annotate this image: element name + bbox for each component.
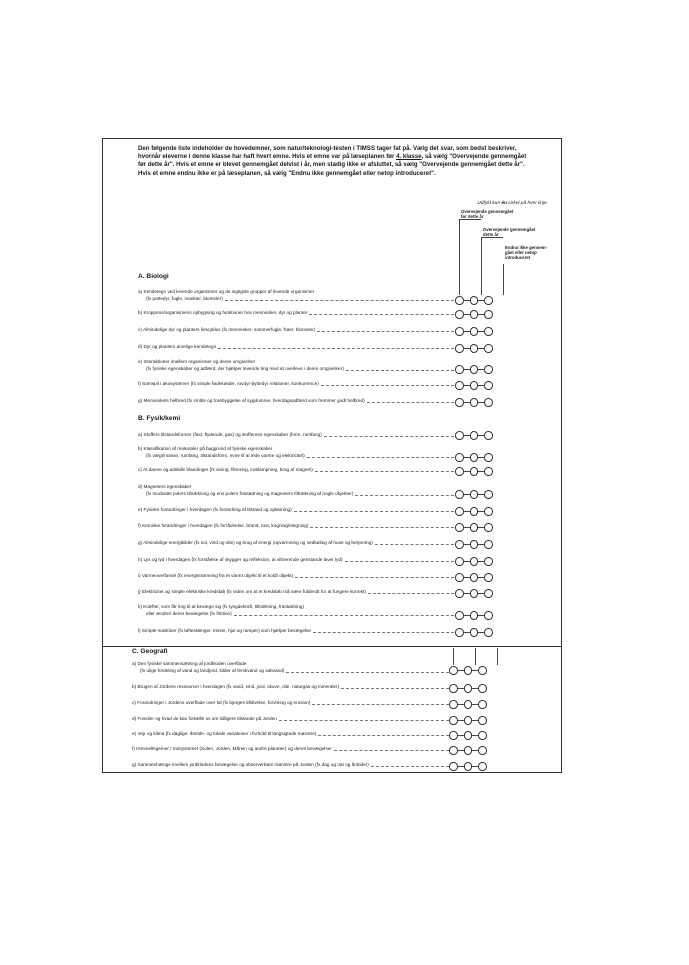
list-item: d) Dyr og planters arvelige kendetegn (138, 344, 460, 351)
list-item: h) Lys og lyd i hverdagen (fx forståelse af skygger og refleksion, at vibrerende genstande laver lyd) (138, 557, 460, 564)
dotted-leader (309, 314, 459, 315)
list-item: g) Sammenhænge imellem jordklodens bevægelse og observerbare mønstre på Jorden (fx dag og nat og årstider) (132, 762, 450, 769)
list-item: e) Fysiske forandringer i hverdagen (fx forandring af tilstand og opløsning) (138, 507, 460, 514)
list-item: a) Kendetegn ved levende organismer og de vigtigste grupper af levende organismer (fx pattedyr, fugle, insekter, blomster) (138, 289, 460, 302)
answer-circles (455, 467, 493, 476)
radio-before[interactable] (455, 523, 464, 532)
list-item: d) Magneters egenskaber (fx modsatte polers tiltrækning og ens polers frastødning og magneters tiltrækning af nogle objekter) (138, 484, 460, 497)
answer-circles (449, 684, 487, 693)
radio-this-year[interactable] (470, 381, 479, 390)
dotted-leader (218, 348, 459, 349)
radio-this-year[interactable] (470, 628, 479, 637)
radio-this-year[interactable] (470, 310, 479, 319)
dotted-leader (318, 735, 449, 736)
intro-text-2: , så vælg "Overvejende gennemgået før dette år". Hvis et emne er blevet gennemgået delvist i år, men stadig ikke er afsluttet, så vælg "Overvejende gennemgået dette år". Hvis et emne endnu ikke er på læseplanen, så vælg "Endnu ikke gennemgået eller netop introduceret". (138, 153, 527, 177)
radio-this-year[interactable] (470, 589, 479, 598)
radio-before[interactable] (455, 344, 464, 353)
dotted-leader (371, 766, 449, 767)
radio-not-yet[interactable] (478, 684, 487, 693)
radio-not-yet[interactable] (484, 344, 493, 353)
radio-before[interactable] (455, 431, 464, 440)
column-header-this-year: Overvejende gennemgået dette år (483, 227, 536, 237)
radio-before[interactable] (455, 327, 464, 336)
radio-not-yet[interactable] (484, 628, 493, 637)
radio-this-year[interactable] (470, 490, 479, 499)
radio-this-year[interactable] (470, 453, 479, 462)
dotted-leader (321, 385, 459, 386)
radio-before[interactable] (455, 557, 464, 566)
radio-before[interactable] (455, 310, 464, 319)
dotted-leader (334, 750, 449, 751)
radio-before[interactable] (455, 398, 464, 407)
dotted-leader (312, 704, 449, 705)
radio-before[interactable] (449, 700, 458, 709)
answer-circles (449, 700, 487, 709)
dotted-leader (313, 632, 459, 633)
answer-circles (449, 666, 487, 675)
radio-this-year[interactable] (470, 573, 479, 582)
section-title-biologi: A. Biologi (138, 273, 169, 280)
radio-not-yet[interactable] (484, 540, 493, 549)
dotted-leader (225, 300, 459, 301)
answer-circles (455, 523, 493, 532)
answer-circles (455, 365, 493, 374)
radio-not-yet[interactable] (484, 296, 493, 305)
radio-not-yet[interactable] (478, 731, 487, 740)
radio-before[interactable] (455, 589, 464, 598)
instruction-text: Udfyld kun én cirkel på hver linje. (477, 201, 548, 206)
radio-before[interactable] (455, 296, 464, 305)
list-item: d) Fossiler og hvad de kan fortælle os om tidligere tilstande på Jorden (132, 716, 450, 723)
answer-circles (455, 381, 493, 390)
list-item: k) Kræfter, som får ting til at bevæge sig (fx tyngdekraft, tiltrækning, frastødning) eller ændrer deres bevægelse (fx friktion) (138, 604, 460, 617)
answer-circles (449, 716, 487, 725)
radio-this-year[interactable] (470, 557, 479, 566)
radio-before[interactable] (455, 573, 464, 582)
guide-line (475, 648, 476, 665)
guide-line (497, 648, 498, 665)
list-item: l) Simple maskiner (fx løftestænger, trisser, hjul og ramper) som hjælper bevægelse (138, 628, 460, 635)
list-item: a) Den fysiske sammensætning af jordkloden overflade (fx ulige fordeling af vand og landjord, kilder af ferskvand og saltvand) (132, 661, 450, 674)
radio-before[interactable] (455, 507, 464, 516)
list-item: j) Elektricitet og simple elektriske kredsløb (fx viden om at et kredsløb må være fuldendt for at fungere korrekt) (138, 589, 460, 596)
radio-not-yet[interactable] (478, 666, 487, 675)
radio-before[interactable] (455, 381, 464, 390)
radio-before[interactable] (449, 731, 458, 740)
list-item: c) Almindelige dyr og planters livscyklus (fx mennesker, sommerfugle, frøer, blomster) (138, 327, 460, 334)
radio-not-yet[interactable] (484, 589, 493, 598)
radio-before[interactable] (449, 684, 458, 693)
radio-this-year[interactable] (470, 507, 479, 516)
radio-not-yet[interactable] (478, 716, 487, 725)
column-header-before: Overvejende gennemgået før dette år (461, 209, 514, 219)
answer-circles (449, 746, 487, 755)
dotted-leader (315, 471, 459, 472)
list-item: a) Stoffers tilstandsformer (fast, flydende, gas) og stoffernes egenskaber (form, rumfang) (138, 432, 460, 439)
radio-not-yet[interactable] (484, 398, 493, 407)
radio-this-year[interactable] (470, 611, 479, 620)
list-item: g) Menneskets helbred (fx smitte og forebyggelse af sygdomme, hverdagsadfærd som fremmer godt helbred) (138, 398, 460, 405)
dotted-leader (345, 561, 459, 562)
dotted-leader (310, 527, 459, 528)
answer-circles (455, 431, 493, 440)
radio-this-year[interactable] (464, 684, 473, 693)
radio-not-yet[interactable] (484, 523, 493, 532)
radio-this-year[interactable] (464, 746, 473, 755)
radio-this-year[interactable] (470, 467, 479, 476)
list-item: g) Almindelige energikilder (fx sol, vind og olie) og brug af energi (opvarmning og nedkøling af huse og belysning) (138, 540, 460, 547)
radio-this-year[interactable] (464, 762, 473, 771)
section-title-fysik: B. Fysik/kemi (138, 415, 181, 422)
radio-not-yet[interactable] (484, 327, 493, 336)
radio-this-year[interactable] (470, 540, 479, 549)
list-item: b) Brugen af Jordens ressourcer i hverdagen (fx vand, vind, jord, skove, olie, naturgas og mineraler) (132, 684, 450, 691)
radio-before[interactable] (449, 762, 458, 771)
radio-before[interactable] (455, 365, 464, 374)
radio-this-year[interactable] (470, 431, 479, 440)
dotted-leader (307, 457, 459, 458)
radio-before[interactable] (455, 540, 464, 549)
intro-text-1: Den følgende liste indeholder de hovedemner, som natur/teknologi-testen i TIMSS tager fat på. Vælg det svar, som bedst beskriver, hvornår eleverne i denne klasse har haft hvert emne. Hvis et emne var på læseplanen før (138, 145, 517, 161)
radio-not-yet[interactable] (484, 381, 493, 390)
list-item: e) Vejr og klima (fx daglige, årstids- og lokale variationer i forhold til langsigtede mønstre) (132, 731, 450, 738)
radio-not-yet[interactable] (484, 431, 493, 440)
answer-circles (455, 589, 493, 598)
radio-this-year[interactable] (470, 398, 479, 407)
answer-circles (455, 453, 493, 462)
radio-this-year[interactable] (470, 296, 479, 305)
guide-line (459, 219, 481, 220)
dotted-leader (367, 402, 459, 403)
answer-circles (449, 731, 487, 740)
answer-circles (455, 611, 493, 620)
dotted-leader (294, 511, 459, 512)
answer-circles (449, 762, 487, 771)
column-header-not-yet: Endnu ikke gennem- gået eller netop introduceret (505, 245, 548, 260)
radio-not-yet[interactable] (484, 507, 493, 516)
dotted-leader (317, 331, 459, 332)
radio-not-yet[interactable] (484, 467, 493, 476)
dotted-leader (295, 577, 459, 578)
radio-not-yet[interactable] (484, 310, 493, 319)
list-item: f) Kemiske forandringer i hverdagen (fx forrådnelse, brand, rust, kogning/stegning) (138, 523, 460, 530)
guide-line (503, 264, 504, 295)
radio-not-yet[interactable] (484, 490, 493, 499)
guide-line (481, 237, 503, 238)
answer-circles (455, 557, 493, 566)
radio-this-year[interactable] (470, 327, 479, 336)
answer-circles (455, 296, 493, 305)
answer-circles (455, 310, 493, 319)
radio-this-year[interactable] (464, 700, 473, 709)
guide-line (481, 237, 482, 295)
dotted-leader (286, 672, 449, 673)
radio-before[interactable] (455, 453, 464, 462)
radio-before[interactable] (449, 666, 458, 675)
answer-circles (455, 344, 493, 353)
answer-circles (455, 490, 493, 499)
radio-this-year[interactable] (470, 523, 479, 532)
radio-before[interactable] (449, 716, 458, 725)
radio-this-year[interactable] (464, 666, 473, 675)
list-item: c) At danne og adskille blandinger (fx sining, filtrering, inddampning, brug af magnet) (138, 467, 460, 474)
answer-circles (455, 327, 493, 336)
dotted-leader (341, 688, 449, 689)
radio-before[interactable] (455, 611, 464, 620)
radio-not-yet[interactable] (478, 762, 487, 771)
guide-line (453, 648, 454, 665)
list-item: e) Interaktioner imellem organismer og deres omgivelser (fx fysiske egenskaber og adfærd, der hjælper levende ting med at overleve i deres omgivelser) (138, 359, 460, 372)
dotted-leader (355, 495, 459, 496)
radio-this-year[interactable] (464, 716, 473, 725)
radio-not-yet[interactable] (478, 746, 487, 755)
dotted-leader (279, 720, 449, 721)
dotted-leader (346, 370, 459, 371)
radio-before[interactable] (455, 467, 464, 476)
radio-not-yet[interactable] (484, 365, 493, 374)
radio-before[interactable] (455, 628, 464, 637)
answer-circles (455, 398, 493, 407)
guide-line (459, 219, 460, 295)
radio-this-year[interactable] (470, 365, 479, 374)
radio-before[interactable] (449, 746, 458, 755)
list-item: c) Forandringer i Jordens overflade over tid (fx bjerges tilblivelse, forvitring og erosion) (132, 700, 450, 707)
dotted-leader (234, 615, 459, 616)
radio-not-yet[interactable] (484, 611, 493, 620)
dotted-leader (324, 436, 459, 437)
list-item: f) Himmellegemer i Solsystemet (Solen, Jorden, Månen og andre planeter) og deres bevægelser (132, 746, 450, 753)
list-item: f) Samspil i økosystemer (fx simple fødekæder, rovdyr-byttedyr relationer, konkurrence) (138, 381, 460, 388)
radio-before[interactable] (455, 490, 464, 499)
intro-underlined: 4. klasse (396, 153, 422, 161)
radio-not-yet[interactable] (484, 453, 493, 462)
radio-this-year[interactable] (464, 731, 473, 740)
answer-circles (455, 573, 493, 582)
dotted-leader (375, 544, 459, 545)
list-item: b) Kroppens/organismens opbygning og funktioner hos mennesker, dyr og planter (138, 310, 460, 317)
answer-circles (455, 540, 493, 549)
dotted-leader (368, 593, 459, 594)
answer-circles (455, 628, 493, 637)
list-item: i) Varmeoverførsel (fx energistrømning fra et varmt objekt til et koldt objekt) (138, 573, 460, 580)
radio-this-year[interactable] (470, 344, 479, 353)
radio-not-yet[interactable] (484, 557, 493, 566)
intro-paragraph (138, 145, 534, 178)
radio-not-yet[interactable] (478, 700, 487, 709)
answer-circles (455, 507, 493, 516)
section-title-geografi: C. Geografi (132, 648, 168, 655)
radio-not-yet[interactable] (484, 573, 493, 582)
list-item: b) Klassifikation af materialer på baggrund af fysiske egenskaber (fx vægt/masse, rumfang, tilstandsform, evne til at lede varme og elektricitet) (138, 446, 460, 459)
